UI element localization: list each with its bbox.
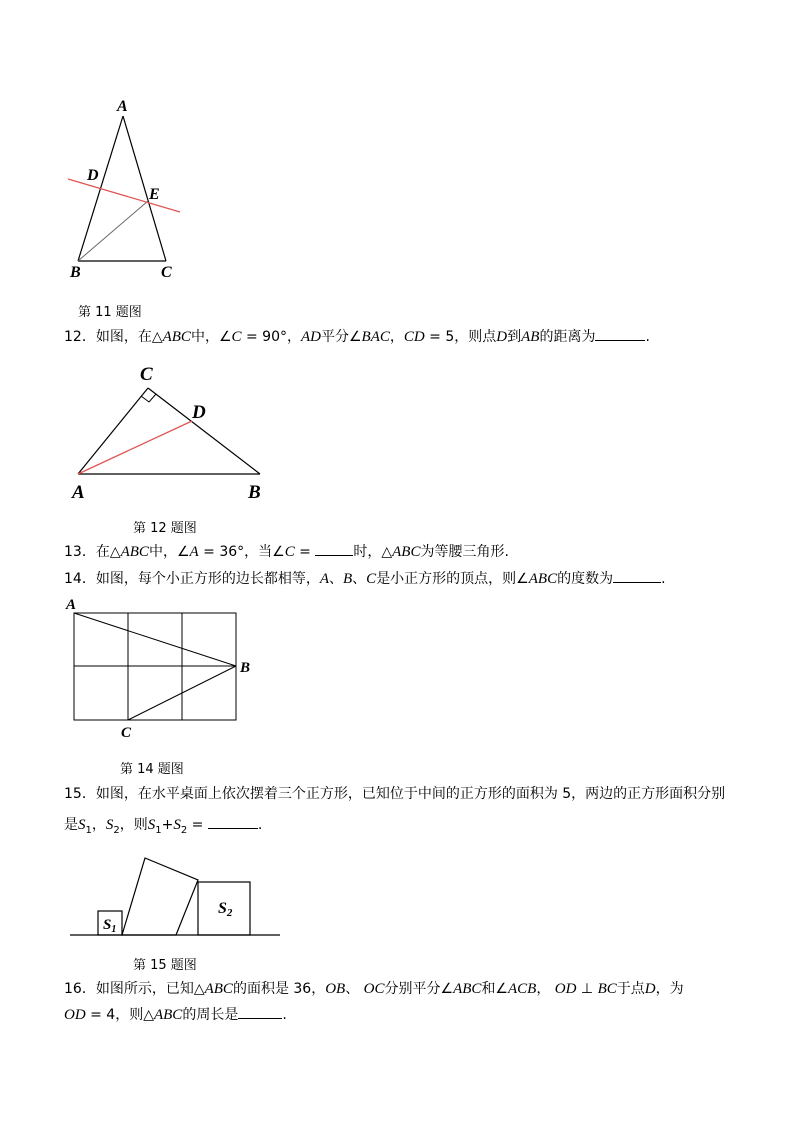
- answer-blank-16[interactable]: [238, 1006, 282, 1019]
- answer-blank-13[interactable]: [315, 543, 353, 556]
- label-e: E: [149, 186, 160, 203]
- segment-ab: [74, 613, 236, 666]
- label-a: A: [117, 98, 128, 115]
- question-16-line-1: 16．如图所示，已知△ABC的面积是 36，OB、 OC分别平分∠ABC和∠ACB， OD ⊥ BC于点D，为: [64, 981, 684, 997]
- segment-be: [78, 201, 148, 261]
- figure-14-caption: 第 14 题图: [120, 762, 184, 777]
- label-c: C: [140, 364, 153, 385]
- label-b: B: [70, 264, 81, 281]
- question-12: 12．如图，在△ABC中，∠C = 90°，AD平分∠BAC，CD = 5，则点D到AB的距离为 .: [64, 329, 650, 345]
- label-b: B: [248, 482, 261, 503]
- figure-12-caption: 第 12 题图: [133, 521, 197, 536]
- label-d: D: [192, 402, 206, 423]
- segment-ca: [78, 388, 148, 474]
- label-c: C: [121, 725, 132, 741]
- question-15-line-2: 是$S_1$，$S_2$，则$S_1+S_2$ = .: [64, 817, 263, 836]
- figure-12-right-triangle: [68, 358, 278, 503]
- right-angle-mark: [141, 394, 156, 402]
- question-13: 13．在△ABC中，∠A = 36°，当∠C = 时，△ABC为等腰三角形.: [64, 544, 509, 560]
- label-b: B: [240, 660, 251, 676]
- label-c: C: [161, 264, 172, 281]
- label-s2: S2: [218, 900, 233, 919]
- figure-11-triangle: [60, 95, 200, 290]
- label-d: D: [87, 167, 99, 184]
- figure-11-caption: 第 11 题图: [78, 305, 142, 320]
- figure-15-squares: [66, 850, 286, 942]
- question-15-line-1: 15．如图，在水平桌面上依次摆着三个正方形，已知位于中间的正方形的面积为 5，两边的正方形面积分别: [64, 786, 726, 802]
- angle-bisector-ad: [78, 421, 192, 474]
- question-16-line-2: OD = 4，则△ABC的周长是 .: [64, 1007, 287, 1023]
- label-s1: $S_1$: [103, 917, 117, 935]
- question-14: 14．如图，每个小正方形的边长都相等，A、B、C是小正方形的顶点，则∠ABC的度数为 .: [64, 571, 666, 587]
- segment-cb: [148, 388, 260, 474]
- answer-blank-12[interactable]: [595, 328, 645, 341]
- label-a: A: [72, 482, 85, 503]
- figure-15-caption: 第 15 题图: [133, 958, 197, 973]
- figure-14-grid: [60, 594, 260, 744]
- perpendicular-bisector-line: [68, 179, 180, 212]
- answer-blank-14[interactable]: [613, 570, 661, 583]
- answer-blank-15[interactable]: [208, 816, 258, 829]
- middle-square: [122, 858, 198, 935]
- label-a: A: [66, 597, 77, 613]
